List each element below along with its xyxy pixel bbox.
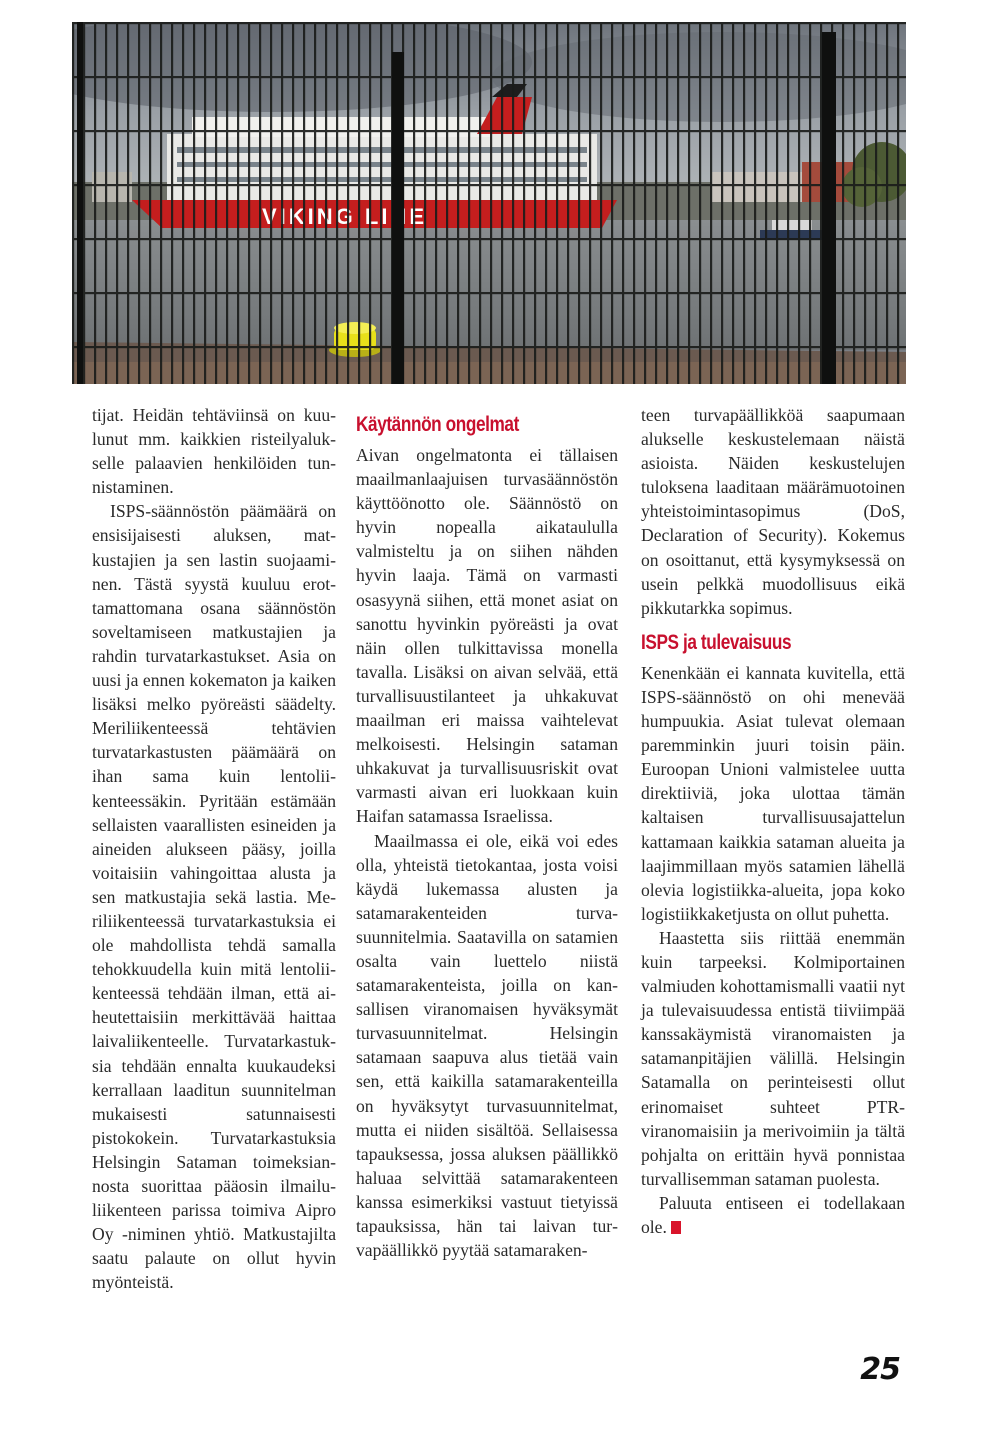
paragraph: Kenenkään ei kannata kuvitella, että ISPS-säännöstö on ohi menevää humpuukia. Asiat tulevat olemaan paremminkin juuri toisin päin. Euroopan Unioni valmistelee uutta direktiiviä, joka ulottaa tämän kaltaisen turvallisuusajattelun kattamaan kaikkia sataman alueita ja laajimmillaan myös satamien lähellä olevia logistiikka-alueita, jopa koko logistiikkaketjusta on ollut puhetta. xyxy=(641,662,905,924)
ferry-behind-fence-photo xyxy=(72,22,906,384)
end-of-article-mark-icon xyxy=(671,1221,681,1234)
ferry-photo xyxy=(72,22,906,384)
article-column-3 xyxy=(641,403,905,1239)
paragraph: teen turvapäällikköä saapumaan alukselle keskustelemaan näistä asioista. Näiden keskustelujen tuloksena laaditaan määrämuotoinen yhteistoimintasopimus (DoS, Declaration of Security). Kokemus on osoittanut, että kysymyksessä on usein pelkkä muodollisuus eikä pikkutarkka sopimus. xyxy=(641,405,905,618)
paragraph: Haastetta siis riittää enemmän kuin tarpeeksi. Kolmiportainen valmiuden kohottamismalli vaatii nyt ja tulevaisuudessa entistä tiiviimpää kanssakäymistä viranomaisten ja satamanpitäjien välillä. Helsingin Satamalla on perinteisesti ollut erinomaiset suhteet PTR-viranomaisiin ja merivoimiin ja tältä pohjalta on erittäin hyvä ponnistaa turvallisemman sataman puolesta. xyxy=(641,927,905,1189)
paragraph-text: Paluuta entiseen ei todellakaan ole. xyxy=(641,1192,905,1237)
article-column-2 xyxy=(356,403,618,1262)
page-number: 25 xyxy=(860,1352,900,1387)
paragraph: tijat. Heidän tehtäviinsä on kuulunut mm. kaikkien risteilyalukselle palaavien henkilöiden tunnistaminen. xyxy=(92,405,336,498)
section-heading-kaytannon-ongelmat: Käytännön ongelmat xyxy=(356,413,519,436)
section-heading-isps-ja-tulevaisuus: ISPS ja tulevaisuus xyxy=(641,630,792,654)
paragraph: ISPS-säännöstön päämäärä on ensisijaisesti aluksen, matkustajien ja sen lastin suojaaminen. Tästä syystä kuuluu erottamattomana osana säännöstön soveltamiseen matkustajien ja rahdin turvatarkastukset. Asia on uusi ja ennen kokematon ja kaiken lisäksi melko pyöreästi säädelty. Meriliikenteessä tehtävien turvatarkastusten päämäärä on ihan sama kuin lentoliikenteessäkin. Pyritään estämään sellaisten vaarallisten esineiden ja aineiden alukseen pääsy, joilla voitaisiin vahingoittaa alusta ja sen matkustajia sekä lastia. Meriliikenteessä turvatarkastuksia ei ole mahdollista tehdä samalla tehokkuudella kuin mitä lentoliikenteessä tehdään ilman, että aiheutettaisiin merkittävää haittaa laivaliikenteelle. Turvatarkastuksia tehdään ennalta kuukaudeksi kerrallaan laaditun suunnitelman mukaisesti satunnaisesti pistokokein. Turvatarkastuksia Helsingin Sataman toimeksiannosta suorittaa pääosin ilmailuliikenteen parissa toimiva Aipro Oy -niminen yhtiö. Matkustajilta saatu palaute on ollut hyvin myönteistä. xyxy=(92,501,336,1293)
last-paragraph xyxy=(641,1191,905,1239)
paragraph: Aivan ongelmatonta ei tällaisen maailmanlaajuisen turvasäännöstön käyttöönotto ole. Säännöstö on hyvin nopealla aikataululla valmisteltu ja on siihen nähden hyvin laaja. Tämä on varmasti osasyynä siihen, että monet asiat on sanottu hyvinkin pyöreästi ja ovat näin ollen tulkittavissa monella tavalla. Lisäksi on aivan selvää, että turvallisuustilanteet ja uhkakuvat maailman eri maissa vaihtelevat melkoisesti. Helsingin sataman uhkakuvat ja turvallisuusriskit ovat varmasti aivan eri luokkaan kuin Haifan satamassa Israelissa. xyxy=(356,445,618,827)
article-column-1 xyxy=(92,403,336,1294)
paragraph: Maailmassa ei ole, eikä voi edes olla, yhteistä tietokantaa, josta voisi käydä lukemassa alusten ja satamarakenteiden turvasuunnitelmia. Saatavilla on satamien osalta vain luettelo niistä satamarakenteista, joilla on kansallisen viranomaisen hyväksymät turvasuunnitelmat. Helsingin satamaan saapuva alus tietää vain sen, että kaikilla satamarakenteilla on hyväksytyt turvasuunnitelmat, mutta ei niiden sisältöä. Sellaisessa tapauksessa, jossa aluksen päällikkö haluaa selvittää satamarakenteen kanssa esimerkiksi vastuut tietyissä tapauksissa, hän tai laivan turvapäällikkö pyytää satamaraken- xyxy=(356,830,618,1261)
